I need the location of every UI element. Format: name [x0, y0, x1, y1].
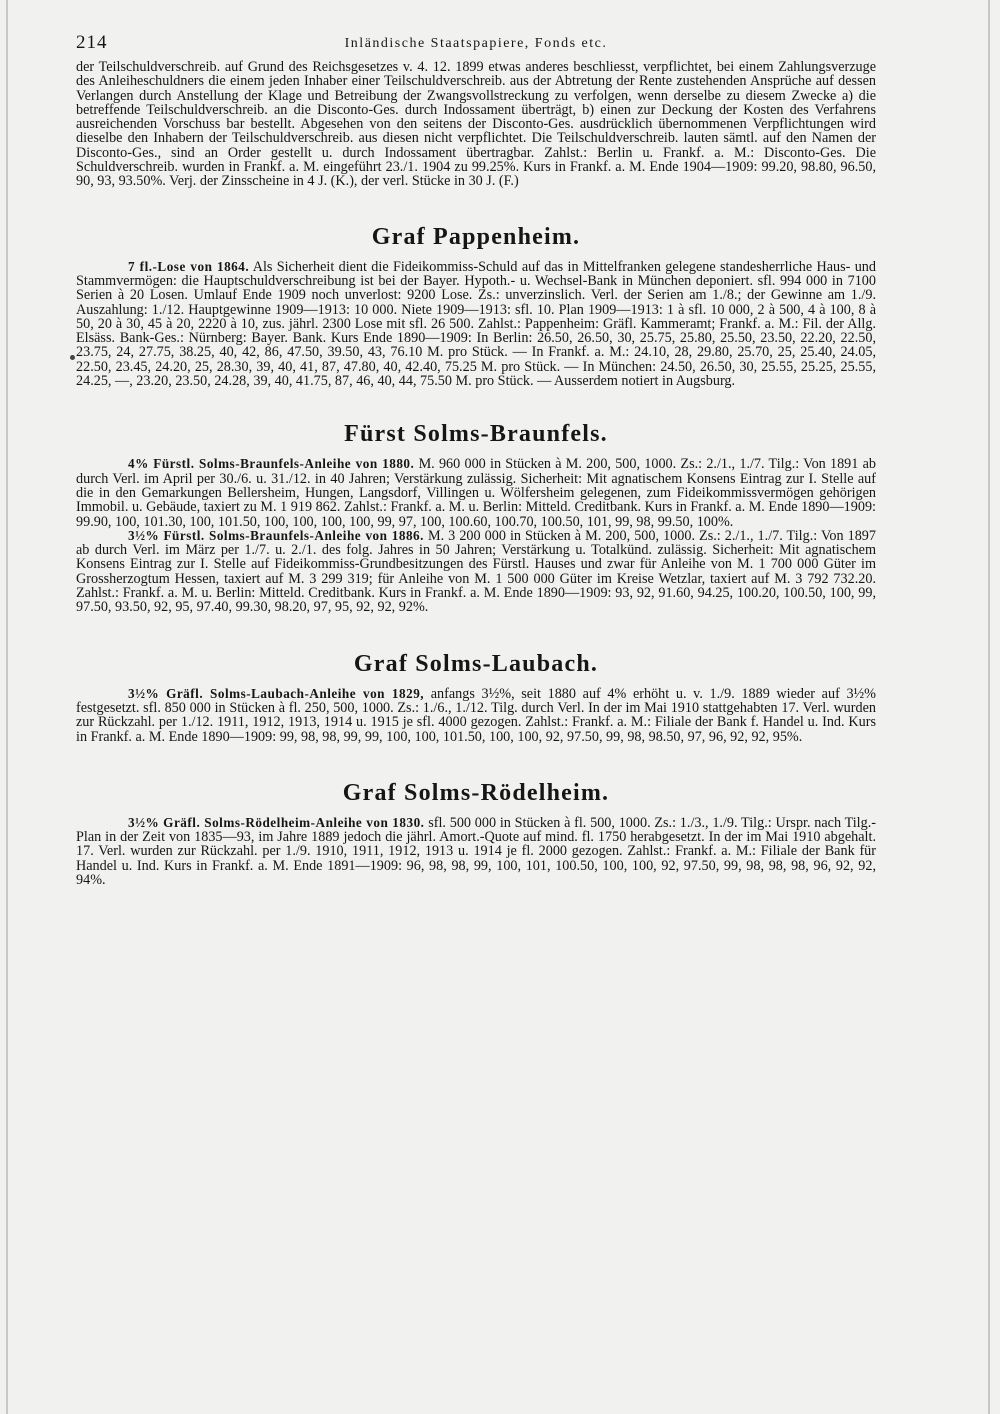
entry-pappenheim-lose [76, 260, 876, 389]
section-title-roedelheim: Graf Solms-Rödelheim. [342, 779, 610, 806]
section-title-laubach: Graf Solms-Laubach. [353, 650, 599, 677]
page-edge-left [6, 0, 8, 1414]
page-number: 214 [76, 32, 108, 53]
margin-dot [70, 355, 75, 360]
entry-braunfels-1886 [76, 529, 876, 615]
intro-paragraph: der Teilschuldverschreib. auf Grund des Reichsgesetzes v. 4. 12. 1899 etwas anderes beschliesst, verpflichtet, bei einem Zahlungsverzuge des Anleiheschuldners die einem jeden Inhaber einer Teilschuldverschreib. aus der Abtretung der Rente zustehenden Ansprüche auf dessen Verlangen durch Anstellung der Klage und Betreibung der Zwangsvollstreckung zu verfolgen, wenn derselbe zu diesem Zwecke a) die betreffende Teilschuldverschreib. an die Disconto-Ges. durch Indossament überträgt, b) einen zur Deckung der Kosten des Verfahrens ausreichenden Vorschuss bar bestellt. Abgesehen von den seitens der Disconto-Ges. ausdrücklich übernommenen Verpflichtungen wird dieselbe den Inhabern der Teilschuldverschreib. aus diesen nicht verpflichtet. Die Teilschuldverschreib. lauten sämtl. auf den Namen der Disconto-Ges., sind an Order gestellt u. durch Indossament übertragbar. Zahlst.: Berlin u. Frankf. a. M.: Disconto-Ges. Die Schuldverschreib. wurden in Frankf. a. M. eingeführt 23./1. 1904 zu 99.25%. Kurs in Frankf. a. M. Ende 1904—1909: 99.20, 98.80, 96.50, 90, 93, 93.50%. Verj. der Zinsscheine in 4 J. (K.), der verl. Stücke in 30 J. (F.) [76, 59, 876, 190]
entry-lead: 3½% Gräfl. Solms-Rödelheim-Anleihe von 1830. [128, 814, 425, 830]
entry-text: Als Sicherheit dient die Fideikommiss-Schuld auf das in Mittelfranken gelegene standesherrliche Haus- und Stammvermögen: die Hauptschuldverschreibung ist bei der Bayer. Hypoth.- u. Wechsel-Bank in München deponiert. sfl. 994 000 in 7100 Serien à 20 Losen. Umlauf Ende 1909 noch unverlost: 9200 Lose. Zs.: unverzinslich. Verl. der Serien am 1./8.; der Gewinne am 1./9. Auszahlung: 1./12. Hauptgewinne 1909—1913: 10 000. Niete 1909—1913: sfl. 10. Plan 1909—1913: 1 à sfl. 10 000, 2 à 500, 4 à 100, 8 à 50, 20 à 30, 45 à 20, 2220 à 10, zus. jährl. 2300 Lose mit sfl. 26 500. Zahlst.: Pappenheim: Gräfl. Kammeramt; Frankf. a. M.: Fil. der Allg. Elsäss. Bank-Ges.: Nürnberg: Bayer. Bank. Kurs Ende 1890—1909: In Berlin: 26.50, 26.50, 30, 25.75, 25.80, 25.50, 23.50, 22.20, 22.50, 23.75, 24, 27.75, 38.25, 40, 42, 86, 47.50, 39.50, 43, 76.10 M. pro Stück. — In Frankf. a. M.: 24.10, 28, 29.80, 25.70, 25, 25.40, 24.05, 22.50, 23.45, 24.20, 25, 28.30, 39, 40, 41, 87, 47.80, 40, 42.40, 75.25 M. pro Stück. — In München: 24.50, 26.50, 30, 25.55, 25.25, 25.55, 24.25, —, 23.20, 23.50, 24.28, 39, 40, 41.75, 87, 46, 40, 44, 75.50 M. pro Stück. — Ausserdem notiert in Augsburg. [76, 258, 876, 390]
entry-laubach-1829 [76, 687, 876, 744]
entry-roedelheim-1830 [76, 816, 876, 887]
running-title: Inländische Staatspapiere, Fonds etc. [344, 36, 608, 51]
running-head [76, 30, 876, 60]
entry-lead: 3½% Gräfl. Solms-Laubach-Anleihe von 1829, [128, 685, 425, 701]
entry-braunfels-1880 [76, 457, 876, 528]
entry-lead: 4% Fürstl. Solms-Braunfels-Anleihe von 1880. [128, 456, 415, 472]
section-title-pappenheim: Graf Pappenheim. [371, 223, 581, 250]
entry-lead: 7 fl.-Lose von 1864. [128, 258, 250, 274]
section-title-braunfels: Fürst Solms-Braunfels. [344, 421, 608, 448]
entry-lead: 3½% Fürstl. Solms-Braunfels-Anleihe von 1886. [128, 527, 424, 543]
entry-text: anfangs 3½%, seit 1880 auf 4% erhöht u. v. 1./9. 1889 wieder auf 3½% festgesetzt. sfl. 850 000 in Stücken à fl. 250, 500, 1000. Zs.: 1./6., 1./12. Tilg. durch Verl. In der im Mai 1910 stattgehabten 17. Verl. wurden zur Rückzahl. per 1./12. 1911, 1912, 1913, 1914 u. 1915 je sfl. 4000 gezogen. Zahlst.: Frankf. a. M.: Filiale der Bank f. Handel u. Ind. Kurs in Frankf. a. M. Ende 1890—1909: 99, 98, 98, 99, 99, 100, 100, 101.50, 100, 100, 92, 97.50, 99, 98, 98.50, 97, 96, 92, 92, 95%. [76, 685, 877, 745]
page-edge-right [988, 0, 990, 1414]
document-page [76, 30, 876, 1400]
entry-text: M. 960 000 in Stücken à M. 200, 500, 1000. Zs.: 2./1., 1./7. Tilg.: Von 1891 ab durch Verl. im April per 30./6. u. 31./12. in 40 Jahren; Verstärkung zulässig. Sicherheit: Mit agnatischem Konsens Eintrag zur I. Stelle auf die in den Gemarkungen Bellersheim, Hungen, Langsdorf, Villingen u. Wölfersheim gelegenen, zum Fideikommissvermögen gehörigen Immobil. u. Gebäude, taxiert zu M. 1 919 862. Zahlst.: Frankf. a. M. u. Berlin: Mitteld. Creditbank. Kurs in Frankf. a. M. Ende 1890—1909: 99.90, 100, 101.30, 100, 101.50, 100, 100, 100, 100, 99, 97, 100, 100.60, 100.70, 100.50, 101, 99, 98, 99.50, 100%. [76, 456, 876, 530]
entry-text: M. 3 200 000 in Stücken à M. 200, 500, 1000. Zs.: 2./1., 1./7. Tilg.: Von 1897 ab durch Verl. im März per 1./7. u. 2./1. des folg. Jahres in 50 Jahren; Verstärkung u. Totalkünd. zulässig. Sicherheit: Mit agnatischem Konsens Eintrag zur I. Stelle auf Fideikommiss-Grundbesitzungen des Fürstl. Hauses und zwar für Anleihe von M. 1 700 000 Güter im Grossherzogtum Hessen, taxiert auf M. 3 299 319; für Anleihe von M. 1 500 000 Güter im Kreise Wetzlar, taxiert auf M. 3 792 732.20. Zahlst.: Frankf. a. M. u. Berlin: Mitteld. Creditbank. Kurs in Frankf. a. M. Ende 1890—1909: 93, 92, 91.60, 94.25, 100.20, 100.50, 100, 99, 97.50, 93.50, 92, 95, 97.40, 99.30, 98.20, 97, 95, 92, 92, 92%. [76, 527, 876, 616]
entry-text: sfl. 500 000 in Stücken à fl. 500, 1000. Zs.: 1./3., 1./9. Tilg.: Urspr. nach Tilg.-Plan in der Zeit von 1835—93, im Jahre 1889 jedoch die jährl. Amort.-Quote auf mind. fl. 1750 herabgesetzt. In der im Mai 1910 abgehalt. 17. Verl. wurden zur Rückzahl. per 1./9. 1910, 1911, 1912, 1913 u. 1914 je fl. 2000 gezogen. Zahlst.: Frankf. a. M.: Filiale der Bank für Handel u. Ind. Kurs in Frankf. a. M. Ende 1891—1909: 96, 98, 98, 99, 100, 101, 100.50, 100, 100, 92, 97.50, 99, 98, 98, 98, 96, 92, 92, 94%. [76, 814, 876, 888]
